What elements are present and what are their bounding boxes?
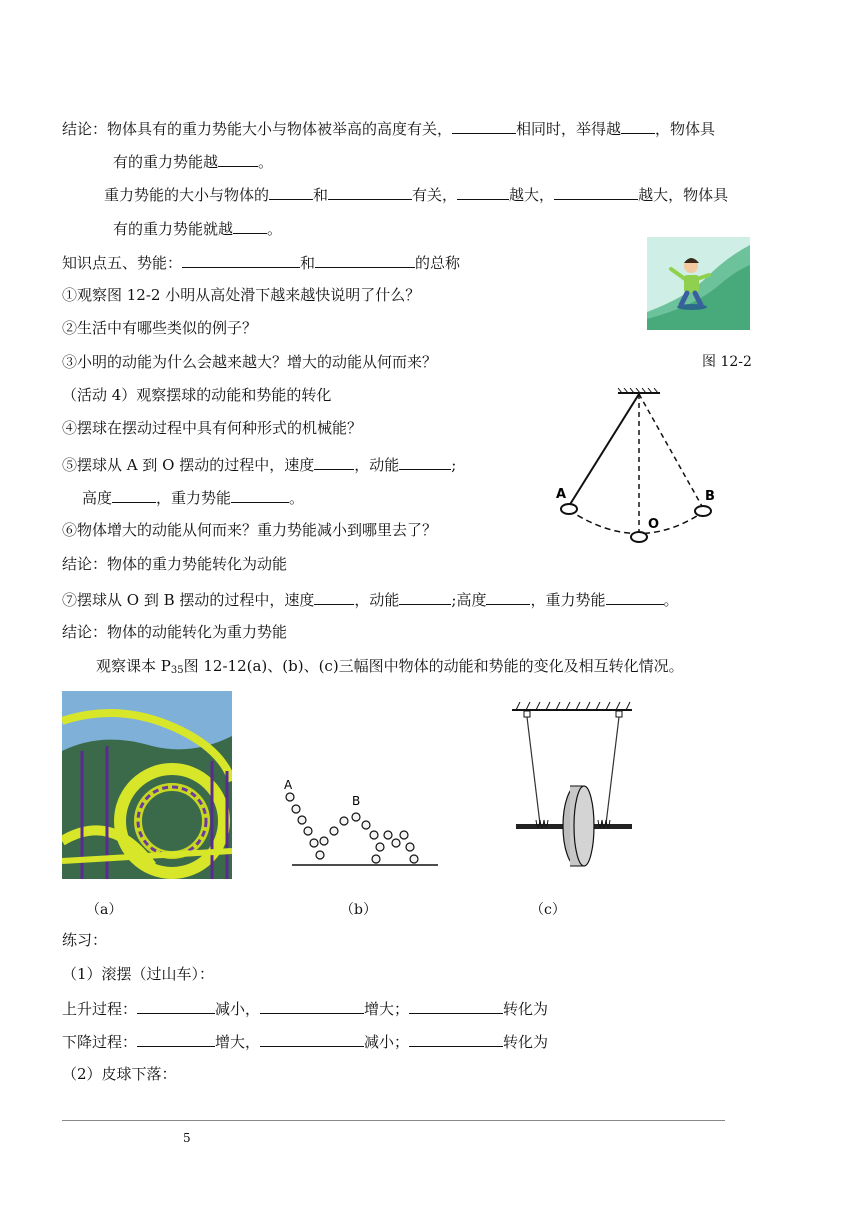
practice-item-2: （2）皮球下落： [62, 1065, 177, 1083]
answer-blank[interactable] [260, 1030, 364, 1047]
answer-blank[interactable] [409, 1030, 503, 1047]
text: ，动能 [354, 456, 400, 474]
answer-blank[interactable] [554, 183, 638, 200]
question-6: ⑥物体增大的动能从何而来？重力势能减小到哪里去了？ [62, 521, 438, 539]
text: ⑦摆球从 O 到 B 摆动的过程中，速度 [62, 591, 315, 609]
practice-falling [62, 1030, 548, 1052]
gp-factors-cont [113, 217, 282, 239]
answer-blank[interactable] [328, 183, 412, 200]
text: 增大， [215, 1033, 261, 1051]
practice-rising [62, 997, 548, 1019]
answer-blank[interactable] [182, 251, 300, 268]
answer-blank[interactable] [315, 251, 415, 268]
text: 有关， [412, 186, 458, 204]
text: 高度 [82, 489, 113, 507]
text: 相同时，举得越 [516, 120, 622, 138]
footer-divider [62, 1120, 725, 1121]
pendulum-label-b: B [705, 489, 715, 504]
answer-blank[interactable] [314, 453, 354, 470]
answer-blank[interactable] [269, 183, 313, 200]
answer-blank[interactable] [606, 588, 664, 605]
text: 重力势能的大小与物体的 [104, 186, 270, 204]
page-number: 5 [183, 1131, 191, 1145]
bounce-label-b: B [352, 794, 361, 808]
answer-blank[interactable] [457, 183, 509, 200]
bouncing-ball-diagram [270, 775, 445, 871]
conclusion-gp-height-cont [113, 150, 273, 172]
text: 减小， [215, 1000, 261, 1018]
caption-b: （b） [340, 902, 377, 918]
answer-blank[interactable] [314, 588, 354, 605]
practice-title: 练习： [62, 931, 108, 949]
question-3: ③小明的动能为什么会越来越大？增大的动能从何而来？ [62, 353, 438, 371]
answer-blank[interactable] [399, 588, 451, 605]
text: 和 [313, 186, 329, 204]
text: 下降过程： [62, 1033, 138, 1051]
text: ; [451, 456, 457, 474]
text: 。 [663, 591, 679, 609]
answer-blank[interactable] [621, 117, 655, 134]
text: ，动能 [354, 591, 400, 609]
text: ，重力势能 [156, 489, 232, 507]
maxwell-wheel-diagram [506, 698, 638, 878]
question-5-cont [82, 486, 304, 508]
pendulum-illustration [548, 388, 728, 548]
roller-coaster-photo [62, 691, 232, 879]
question-4: ④摆球在摆动过程中具有何种形式的机械能？ [62, 419, 363, 437]
answer-blank[interactable] [409, 997, 503, 1014]
activity-4-title: （活动 4）观察摆球的动能和势能的转化 [62, 386, 332, 404]
pendulum-label-o: O [648, 517, 660, 532]
question-7 [62, 588, 679, 610]
answer-blank[interactable] [486, 588, 530, 605]
page-subscript: 35 [170, 665, 184, 676]
pendulum-diagram [548, 388, 728, 548]
answer-blank[interactable] [233, 217, 267, 234]
answer-blank[interactable] [137, 997, 215, 1014]
figure-12-2-label: 图 12-2 [702, 354, 752, 370]
text: 有的重力势能越 [113, 153, 219, 171]
text: 有的重力势能就越 [113, 220, 234, 238]
text: 结论：物体具有的重力势能大小与物体被举高的高度有关， [62, 120, 453, 138]
text: 的总称 [415, 254, 461, 272]
text: 观察课本 P [96, 657, 171, 675]
text: 越大， [509, 186, 555, 204]
bounce-label-a: A [284, 778, 293, 792]
skateboarder-figure [647, 237, 750, 330]
answer-blank[interactable] [399, 453, 451, 470]
text: 越大，物体具 [638, 186, 729, 204]
conclusion-ke-to-gp: 结论：物体的动能转化为重力势能 [62, 623, 288, 641]
bouncing-ball-illustration [270, 775, 445, 871]
maxwell-wheel-illustration [506, 698, 638, 878]
gp-factors-sentence [104, 183, 728, 205]
answer-blank[interactable] [218, 150, 258, 167]
text: ⑤摆球从 A 到 O 摆动的过程中，速度 [62, 456, 315, 474]
caption-a: （a） [86, 902, 123, 918]
caption-c: （c） [530, 902, 566, 918]
text: ;高度 [451, 591, 487, 609]
answer-blank[interactable] [452, 117, 516, 134]
text: 转化为 [503, 1000, 549, 1018]
practice-item-1: （1）滚摆（过山车）： [62, 965, 215, 983]
answer-blank[interactable] [112, 486, 156, 503]
text: 上升过程： [62, 1000, 138, 1018]
section-5-title [62, 251, 460, 273]
conclusion-gp-height [62, 117, 715, 139]
question-2: ②生活中有哪些类似的例子？ [62, 319, 258, 337]
conclusion-gp-to-ke: 结论：物体的重力势能转化为动能 [62, 555, 288, 573]
question-5 [62, 453, 456, 475]
question-1: ①观察图 12-2 小明从高处滑下越来越快说明了什么？ [62, 286, 421, 304]
text: 减小； [364, 1033, 410, 1051]
text: 和 [300, 254, 316, 272]
text: 图 12-12(a)、(b)、(c)三幅图中物体的动能和势能的变化及相互转化情况。 [183, 657, 684, 675]
text: 知识点五、势能： [62, 254, 183, 272]
text: 。 [258, 153, 274, 171]
text: 增大； [364, 1000, 410, 1018]
answer-blank[interactable] [137, 1030, 215, 1047]
answer-blank[interactable] [260, 997, 364, 1014]
roller-coaster-illustration [62, 691, 232, 879]
observe-textbook [96, 656, 684, 681]
answer-blank[interactable] [231, 486, 289, 503]
text: ，物体具 [655, 120, 716, 138]
text: 转化为 [503, 1033, 549, 1051]
text: 。 [267, 220, 283, 238]
skateboarder-illustration [647, 237, 750, 330]
text: 。 [289, 489, 305, 507]
pendulum-label-a: A [556, 487, 567, 502]
text: ，重力势能 [530, 591, 606, 609]
